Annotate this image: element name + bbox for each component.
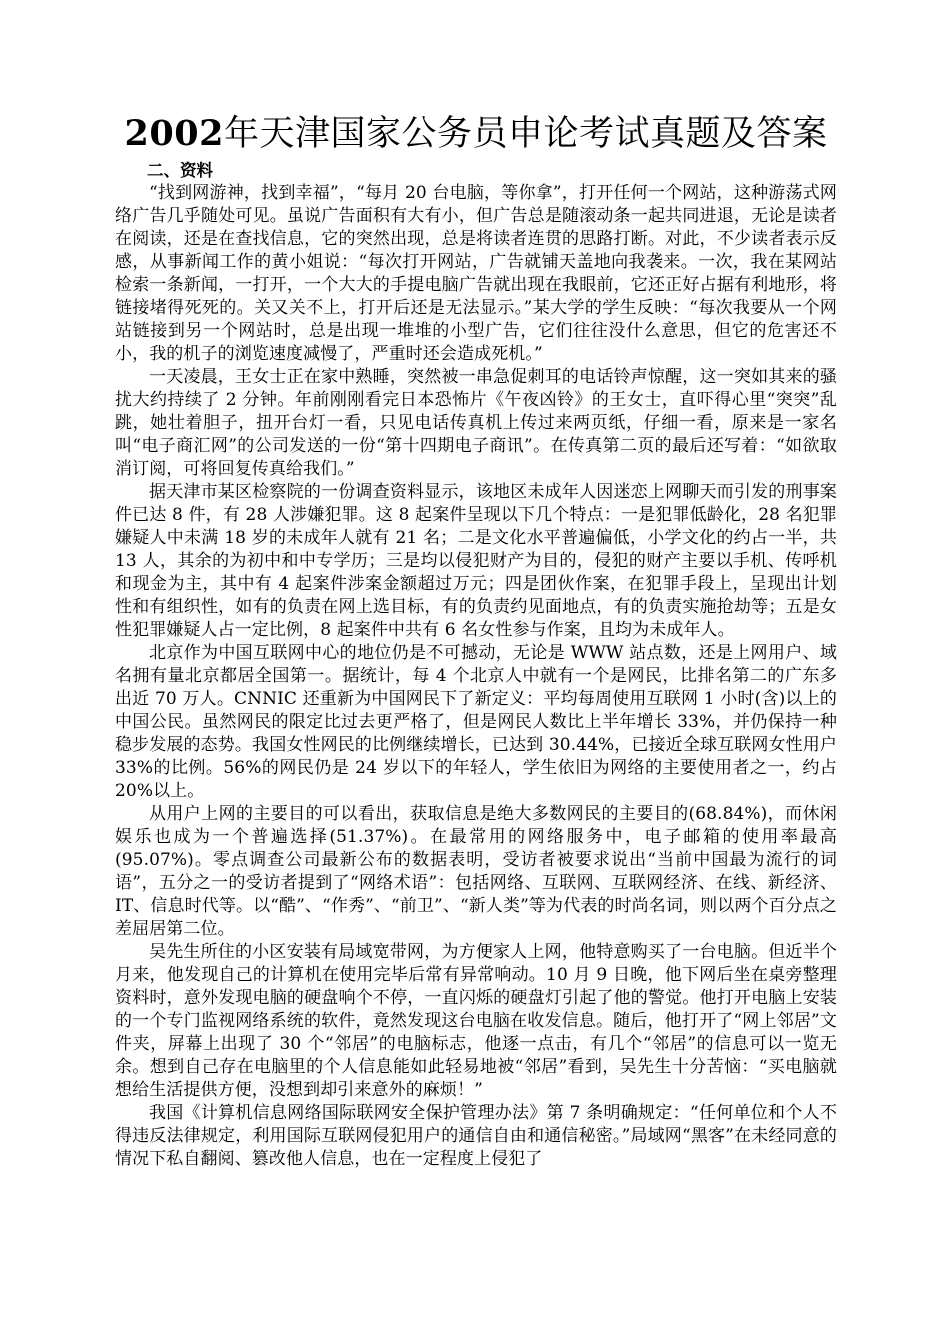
paragraph-7: 我国《计算机信息网络国际联网安全保护管理办法》第 7 条明确规定：“任何单位和个人不得违反法律规定，利用国际互联网侵犯用户的通信自由和通信秘密。”局域网“黑客”在未经同意的情况下私自翻阅、篡改他人信息，也在一定程度上侵犯了 <box>115 1103 837 1169</box>
paragraph-4: 北京作为中国互联网中心的地位仍是不可撼动，无论是 WWW 站点数，还是上网用户、域名拥有量北京都居全国第一。据统计，每 4 个北京人中就有一个是网民，比排名第二的广东多出近 70 万人。CNNIC 还重新为中国网民下了新定义：平均每周使用互联网 1 小时(含)以上的中国公民。虽然网民的限定比过去更严格了，但是网民人数比上半年增长 33%，并仍保持一种稳步发展的态势。我国女性网民的比例继续增长，已达到 30.44%，已接近全球互联网女性用户 33%的比例。56%的网民仍是 24 岁以下的年轻人，学生依旧为网络的主要使用者之一，约占 20%以上。 <box>115 643 838 801</box>
document-title <box>115 112 837 156</box>
paragraph-6: 吴先生所住的小区安装有局域宽带网，为方便家人上网，他特意购买了一台电脑。但近半个月来，他发现自己的计算机在使用完毕后常有异常响动。10 月 9 日晚，他下网后坐在桌旁整理资料时，意外发现电脑的硬盘响个不停，一直闪烁的硬盘灯引起了他的警觉。他打开电脑上安装的一个专门监视网络系统的软件，竟然发现这台电脑在收发信息。随后，他打开了“网上邻居”文件夹，屏幕上出现了 30 个“邻居”的电脑标志，他逐一点击，有几个“邻居”的信息可以一览无余。想到自己存在电脑里的个人信息能如此轻易地被“邻居”看到，吴先生十分苦恼：“买电脑就想给生活提供方便，没想到却引来意外的麻烦！” <box>115 942 837 1100</box>
document-title-year: 2002 <box>124 113 224 154</box>
section-heading: 二、资料 <box>147 161 213 180</box>
paragraph-3: 据天津市某区检察院的一份调查资料显示，该地区未成年人因迷恋上网聊天而引发的刑事案件已达 8 件，有 28 人涉嫌犯罪。这 8 起案件呈现以下几个特点：一是犯罪低龄化，28 名犯罪嫌疑人中未满 18 岁的未成年人就有 21 名；二是文化水平普遍偏低，小学文化的约占一半，共 13 人，其余的为初中和中专学历；三是均以侵犯财产为目的，侵犯的财产主要以手机、传呼机和现金为主，其中有 4 起案件涉案金额超过万元；四是团伙作案，在犯罪手段上，呈现出计划性和有组织性，如有的负责在网上选目标，有的负责约见面地点，有的负责实施抢劫等；五是女性犯罪嫌疑人占一定比例，8 起案件中共有 6 名女性参与作案，且均为未成年人。 <box>115 482 837 640</box>
paragraph-2: 一天凌晨，王女士正在家中熟睡，突然被一串急促刺耳的电话铃声惊醒，这一突如其来的骚扰大约持续了 2 分钟。年前刚刚看完日本恐怖片《午夜凶铃》的王女士，直吓得心里“突突”乱跳，她壮着胆子，扭开台灯一看，只见电话传真机上传过来两页纸，仔细一看，原来是一家名叫“电子商汇网”的公司发送的一份“第十四期电子商讯”。在传真第二页的最后还写着：“如欲取消订阅，可将回复传真给我们。” <box>115 367 837 479</box>
paragraph-5: 从用户上网的主要目的可以看出，获取信息是绝大多数网民的主要目的(68.84%)，而休闲娱乐也成为一个普遍选择(51.37%)。在最常用的网络服务中，电子邮箱的使用率最高(95.07%)。零点调查公司最新公布的数据表明，受访者被要求说出“当前中国最为流行的词语”，五分之一的受访者提到了“网络术语”：包括网络、互联网、互联网经济、在线、新经济、IT、信息时代等。以“酷”、“作秀”、“前卫”、“新人类”等为代表的时尚名词，则以两个百分点之差屈居第二位。 <box>115 804 837 939</box>
document-title-text: 年天津国家公务员申论考试真题及答案 <box>223 114 828 154</box>
document-page <box>115 112 837 1171</box>
paragraph-1: “找到网游神，找到幸福”，“每月 20 台电脑，等你拿”，打开任何一个网站，这种游荡式网络广告几乎随处可见。虽说广告面积有大有小，但广告总是随滚动条一起共同进退，无论是读者在阅读，还是在查找信息，它的突然出现，总是将读者连贯的思路打断。对此，不少读者表示反感，从事新闻工作的黄小姐说：“每次打开网站，广告就铺天盖地向我袭来。一次，我在某网站检索一条新闻，一打开，一个大大的手提电脑广告就出现在我眼前，它还正好占据有利地形，将链接堵得死死的。关又关不上，打开后还是无法显示。”某大学的学生反映：“每次我要从一个网站链接到另一个网站时，总是出现一堆堆的小型广告，它们往往没什么意思，但它的危害还不小，我的机子的浏览速度减慢了，严重时还会造成死机。” <box>115 183 837 364</box>
